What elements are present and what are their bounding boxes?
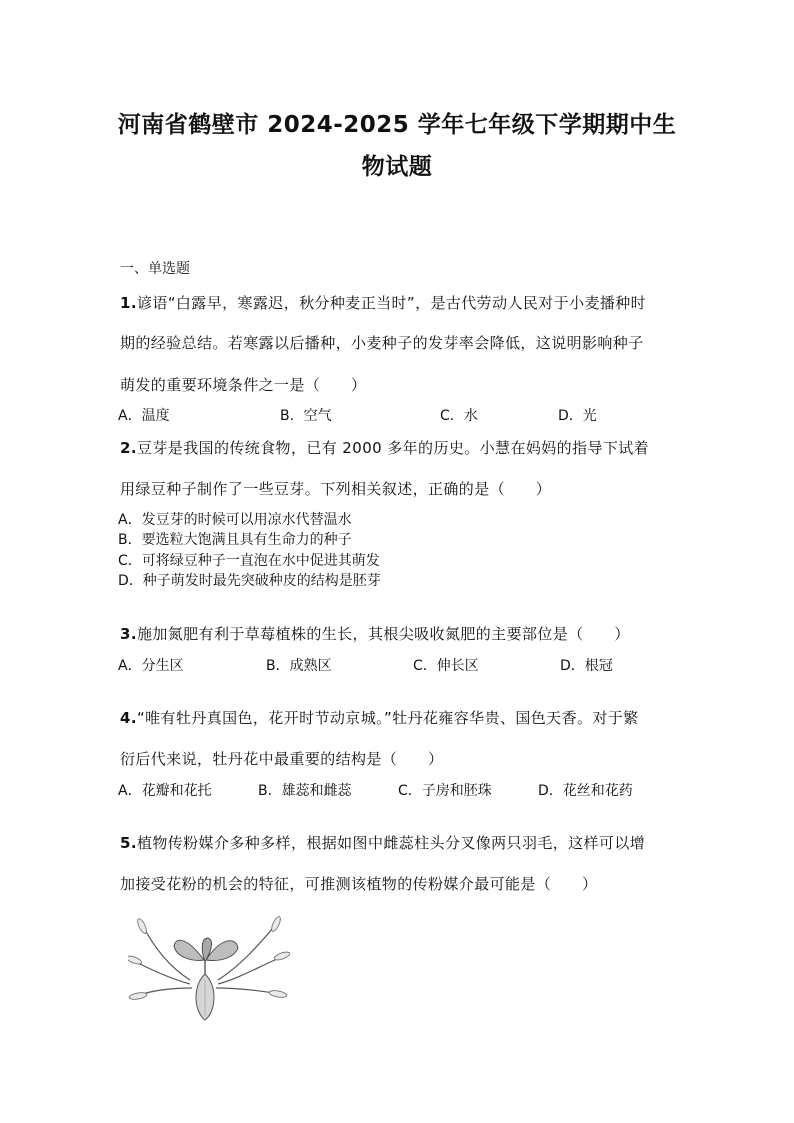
question-2-text-1: 豆芽是我国的传统食物，已有 2000 多年的历史。小慧在妈妈的指导下试着 <box>136 439 650 457</box>
section-heading: 一、单选题 <box>120 261 190 277</box>
q4-option-a[interactable]: A．花瓣和花托 <box>118 783 212 799</box>
question-5-text-1: 植物传粉媒介多种多样，根据如图中雌蕊柱头分叉像两只羽毛，这样可以增 <box>136 834 646 852</box>
q3-option-b[interactable]: B．成熟区 <box>266 658 332 674</box>
question-4-number: 4. <box>120 709 137 727</box>
q2-option-c[interactable]: C．可将绿豆种子一直泡在水中促进其萌发 <box>118 553 380 569</box>
question-3-number: 3. <box>120 625 137 643</box>
question-3-line1 <box>120 623 630 644</box>
q2-option-b[interactable]: B．要选粒大饱满且具有生命力的种子 <box>118 532 352 548</box>
question-4-text-2: 衍后代来说，牡丹花中最重要的结构是（ ） <box>120 750 444 768</box>
q2-option-d[interactable]: D．种子萌发时最先突破种皮的结构是胚芽 <box>118 573 381 589</box>
pistil-feathery-stigma-figure <box>128 916 294 1022</box>
question-5-text-2: 加接受花粉的机会的特征，可推测该植物的传粉媒介最可能是（ ） <box>120 875 598 893</box>
question-1-line1 <box>120 292 646 313</box>
q3-option-a[interactable]: A．分生区 <box>118 658 184 674</box>
q4-option-b[interactable]: B．雄蕊和雌蕊 <box>258 783 352 799</box>
q1-option-c[interactable]: C．水 <box>440 408 478 424</box>
q1-option-b[interactable]: B．空气 <box>280 408 332 424</box>
question-4-text-1: “唯有牡丹真国色，花开时节动京城。”牡丹花雍容华贵、国色天香。对于繁 <box>136 709 639 727</box>
q1-option-a[interactable]: A．温度 <box>118 408 170 424</box>
question-3-text-1: 施加氮肥有利于草莓植株的生长，其根尖吸收氮肥的主要部位是（ ） <box>136 625 630 643</box>
question-1-number: 1. <box>120 294 137 312</box>
q2-option-a[interactable]: A．发豆芽的时候可以用凉水代替温水 <box>118 512 352 528</box>
question-1-text-2: 期的经验总结。若寒露以后播种，小麦种子的发芽率会降低，这说明影响种子 <box>120 334 644 352</box>
q4-option-d[interactable]: D．花丝和花药 <box>538 783 633 799</box>
page-title-line1: 河南省鹤壁市 2024-2025 学年七年级下学期期中生 <box>117 112 677 138</box>
question-2-text-2: 用绿豆种子制作了一些豆芽。下列相关叙述，正确的是（ ） <box>120 480 552 498</box>
question-1-text-1: 谚语“白露早，寒露迟，秋分种麦正当时”，是古代劳动人民对于小麦播种时 <box>136 294 647 312</box>
q3-option-c[interactable]: C．伸长区 <box>413 658 479 674</box>
page-title-line2: 物试题 <box>361 154 433 180</box>
question-2-number: 2. <box>120 439 137 457</box>
q1-option-d[interactable]: D．光 <box>558 408 597 424</box>
q4-option-c[interactable]: C．子房和胚珠 <box>398 783 492 799</box>
question-2-line1 <box>120 437 649 458</box>
question-1-text-3: 萌发的重要环境条件之一是（ ） <box>120 376 367 394</box>
q3-option-d[interactable]: D．根冠 <box>560 658 613 674</box>
question-5-number: 5. <box>120 834 137 852</box>
question-4-line1 <box>120 707 639 728</box>
question-5-line1 <box>120 832 645 853</box>
